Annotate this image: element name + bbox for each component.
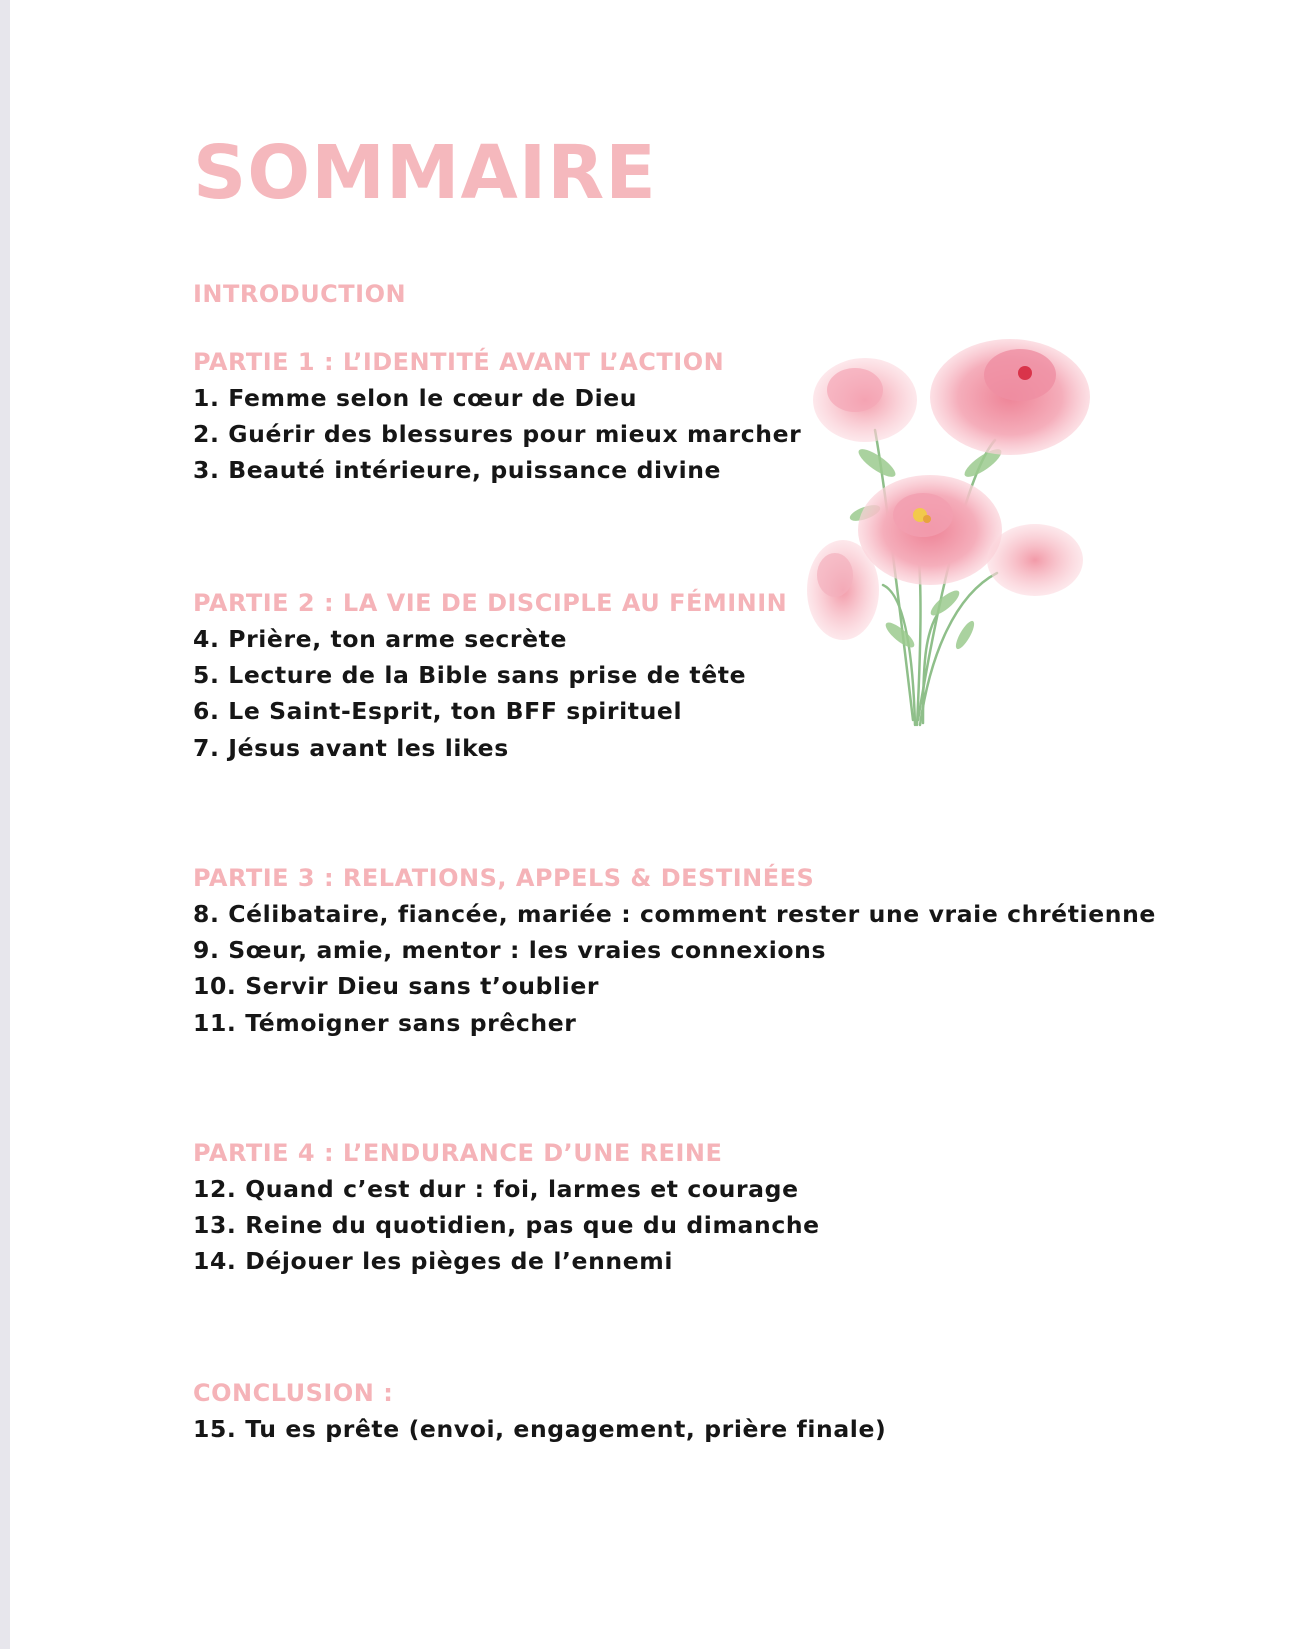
- section-conclusion: [193, 1375, 1193, 1447]
- part-3-heading: PARTIE 3 : RELATIONS, APPELS & DESTINÉES: [193, 864, 815, 892]
- toc-item: 10. Servir Dieu sans t’oublier: [193, 972, 600, 1001]
- toc-item: 8. Célibataire, fiancée, mariée : comment rester une vraie chrétienne: [193, 900, 1156, 928]
- part-1-heading: PARTIE 1 : L’IDENTITÉ AVANT L’ACTION: [193, 348, 725, 376]
- toc-item: 6. Le Saint-Esprit, ton BFF spirituel: [193, 697, 683, 726]
- toc-item: 5. Lecture de la Bible sans prise de tête: [193, 661, 747, 690]
- flower-bouquet-illustration: [805, 335, 1105, 735]
- toc-item: 14. Déjouer les pièges de l’ennemi: [193, 1247, 674, 1276]
- section-introduction: [193, 276, 1193, 312]
- toc-item: 2. Guérir des blessures pour mieux marcher: [193, 420, 802, 449]
- part-4-heading: PARTIE 4 : L’ENDURANCE D’UNE REINE: [193, 1139, 723, 1167]
- toc-item: 15. Tu es prête (envoi, engagement, prière finale): [193, 1415, 887, 1443]
- toc-item: 1. Femme selon le cœur de Dieu: [193, 384, 638, 412]
- toc-item: 3. Beauté intérieure, puissance divine: [193, 456, 722, 485]
- toc-item: 12. Quand c’est dur : foi, larmes et courage: [193, 1175, 799, 1203]
- section-part-3: [193, 860, 1193, 1041]
- toc-item: 11. Témoigner sans prêcher: [193, 1008, 577, 1037]
- toc-item: 9. Sœur, amie, mentor : les vraies connexions: [193, 936, 827, 965]
- conclusion-heading: CONCLUSION :: [193, 1379, 394, 1407]
- part-2-heading: PARTIE 2 : LA VIE DE DISCIPLE AU FÉMININ: [193, 589, 788, 617]
- page-title: SOMMAIRE: [193, 130, 657, 216]
- introduction-heading: INTRODUCTION: [193, 280, 407, 308]
- toc-item: 4. Prière, ton arme secrète: [193, 625, 568, 653]
- toc-item: 13. Reine du quotidien, pas que du dimanche: [193, 1211, 820, 1240]
- toc-item: 7. Jésus avant les likes: [193, 733, 509, 762]
- document-page: [10, 0, 1301, 1649]
- section-part-4: [193, 1135, 1193, 1280]
